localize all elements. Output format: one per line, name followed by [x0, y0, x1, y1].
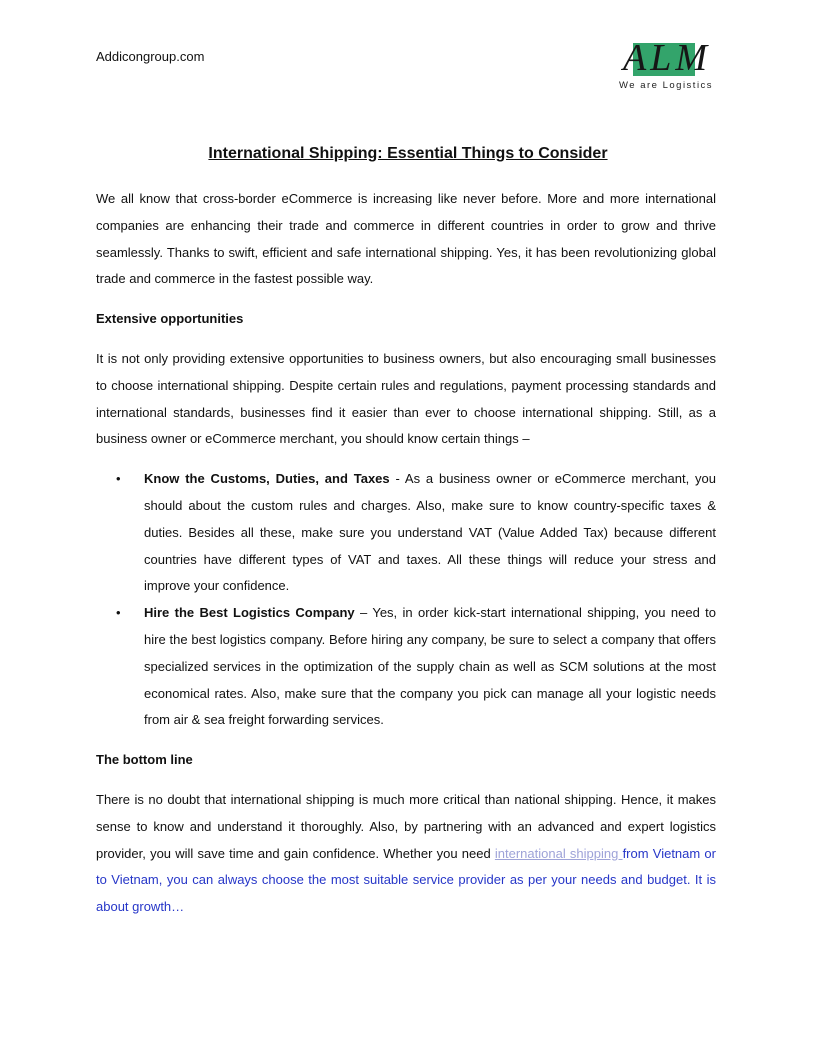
bullet-list [96, 466, 716, 734]
list-item [96, 600, 716, 734]
section-heading-bottom-line: The bottom line [96, 752, 193, 768]
logo-text: ALM [623, 37, 711, 79]
opportunities-paragraph: It is not only providing extensive opportunities to business owners, but also encouraging small businesses to choose international shipping. Despite certain rules and regulations, payment processing standards and international standards, businesses find it easier than ever to choose international shipping. Still, as a business owner or eCommerce merchant, you should know certain things – [96, 350, 716, 447]
bottom-line-tail: from Vietnam or to Vietnam, you can always choose the most suitable service provider as per your needs and budget. It is about growth… [96, 845, 716, 915]
bullet-icon: • [116, 471, 121, 487]
bullet-title: Know the Customs, Duties, and Taxes [144, 471, 390, 487]
section-heading-opportunities: Extensive opportunities [96, 311, 244, 327]
bullet-text: – Yes, in order kick-start international shipping, you need to hire the best logistics company. Before hiring any company, be sure to select a company that offers specialized services in the optimization of the supply chain as well as SCM solutions at the most economical rates. Also, make sure that the company you pick can manage all your logistic needs from air & sea freight forwarding services. [144, 605, 716, 728]
bullet-icon: • [116, 605, 121, 621]
bottom-line-paragraph [96, 787, 716, 921]
list-item [96, 466, 716, 600]
logo-tagline: We are Logistics [619, 80, 714, 91]
bullet-text: - As a business owner or eCommerce merchant, you should about the custom rules and charges. Also, make sure to know country-specific taxes & duties. Besides all these, make sure you understand VAT (Value Added Tax) because different countries have different types of VAT and taxes. All these things will reduce your stress and improve your confidence. [144, 471, 716, 594]
document-body [96, 186, 716, 921]
international-shipping-link[interactable]: international shipping [494, 845, 623, 861]
bottom-line-text: There is no doubt that international shipping is much more critical than national shipping. Hence, it makes sense to know and understand it thoroughly. Also, by partnering with an advanced and expert logistics provider, you will save time and gain confidence. Whether you need [96, 791, 716, 861]
bullet-title: Hire the Best Logistics Company [144, 605, 355, 621]
intro-paragraph: We all know that cross-border eCommerce is increasing like never before. More and more international companies are enhancing their trade and commerce in different countries in order to grow and thrive seamlessly. Thanks to swift, efficient and safe international shipping. Yes, it has been revolutionizing global trade and commerce in the fastest possible way. [96, 191, 716, 287]
site-name: Addicongroup.com [96, 49, 205, 64]
document-title: International Shipping: Essential Things to Consider [208, 145, 608, 162]
